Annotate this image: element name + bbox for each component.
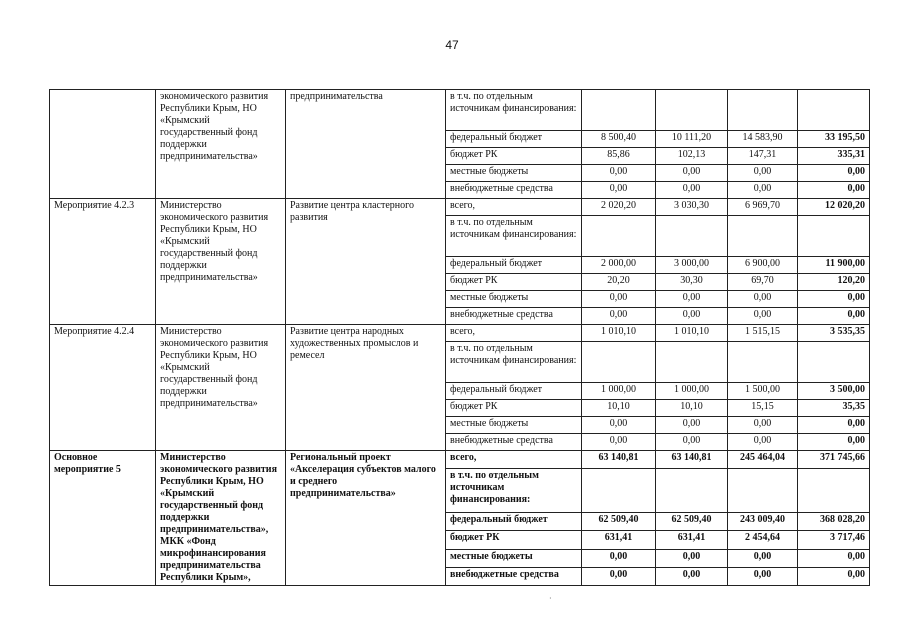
total-value-cell: 35,35 [798,400,870,417]
year1-value-cell: 0,00 [582,417,656,434]
year3-value-cell: 0,00 [728,291,798,308]
table-row [50,451,870,469]
year3-value-cell: 0,00 [728,434,798,451]
year3-value-cell: 15,15 [728,400,798,417]
funding-source-cell: федеральный бюджет [446,131,582,148]
year1-value-cell: 2 020,20 [582,199,656,216]
year3-value-cell [728,216,798,257]
year3-value-cell: 2 454,64 [728,531,798,549]
year2-value-cell: 0,00 [656,549,728,567]
total-value-cell [798,469,870,513]
funding-source-cell: всего, [446,199,582,216]
funding-source-cell: местные бюджеты [446,549,582,567]
funding-source-cell: всего, [446,325,582,342]
responsible-cell: экономического развития Республики Крым, НО «Крымский государственный фонд поддержки предпринимательства» [156,90,286,199]
year2-value-cell: 631,41 [656,531,728,549]
activity-name-cell: Мероприятие 4.2.3 [50,199,156,325]
year1-value-cell: 0,00 [582,567,656,585]
activity-name-cell: Мероприятие 4.2.4 [50,325,156,451]
year3-value-cell: 147,31 [728,148,798,165]
year1-value-cell: 0,00 [582,434,656,451]
year3-value-cell: 14 583,90 [728,131,798,148]
funding-source-cell: внебюджетные средства [446,434,582,451]
total-value-cell: 0,00 [798,434,870,451]
total-value-cell [798,216,870,257]
year2-value-cell: 102,13 [656,148,728,165]
total-value-cell: 3 717,46 [798,531,870,549]
year3-value-cell: 0,00 [728,567,798,585]
year1-value-cell: 0,00 [582,549,656,567]
project-cell: Развитие центра народных художественных промыслов и ремесел [286,325,446,451]
table-row [50,90,870,131]
budget-table [49,89,870,586]
responsible-cell: Министерство экономического развития Республики Крым, НО «Крымский государственный фонд поддержки предпринимательства», МКК «Фонд микрофинансирования предпринимательства Республики Крым», [156,451,286,586]
funding-source-cell: в т.ч. по отдельным источникам финансирования: [446,342,582,383]
funding-source-cell: всего, [446,451,582,469]
year2-value-cell: 0,00 [656,182,728,199]
total-value-cell: 0,00 [798,182,870,199]
table-row [50,325,870,342]
year3-value-cell: 0,00 [728,308,798,325]
year1-value-cell: 85,86 [582,148,656,165]
year2-value-cell [656,216,728,257]
year3-value-cell: 0,00 [728,165,798,182]
footer-mark: · [549,594,552,603]
responsible-cell: Министерство экономического развития Республики Крым, НО «Крымский государственный фонд поддержки предпринимательства» [156,325,286,451]
total-value-cell: 0,00 [798,165,870,182]
year2-value-cell: 62 509,40 [656,513,728,531]
year2-value-cell: 1 010,10 [656,325,728,342]
year1-value-cell: 0,00 [582,308,656,325]
funding-source-cell: внебюджетные средства [446,182,582,199]
year2-value-cell: 3 000,00 [656,257,728,274]
year1-value-cell: 62 509,40 [582,513,656,531]
year3-value-cell: 69,70 [728,274,798,291]
year2-value-cell: 3 030,30 [656,199,728,216]
activity-name-cell: Основное мероприятие 5 [50,451,156,586]
funding-source-cell: внебюджетные средства [446,567,582,585]
year1-value-cell: 1 000,00 [582,383,656,400]
total-value-cell [798,342,870,383]
funding-source-cell: в т.ч. по отдельным источникам финансирования: [446,216,582,257]
year3-value-cell: 1 515,15 [728,325,798,342]
funding-source-cell: в т.ч. по отдельным источникам финансирования: [446,90,582,131]
year2-value-cell [656,469,728,513]
funding-source-cell: федеральный бюджет [446,383,582,400]
page-number: 47 [445,38,459,52]
funding-source-cell: в т.ч. по отдельным источникам финансирования: [446,469,582,513]
project-cell: Развитие центра кластерного развития [286,199,446,325]
year1-value-cell: 631,41 [582,531,656,549]
funding-source-cell: федеральный бюджет [446,513,582,531]
year3-value-cell: 243 009,40 [728,513,798,531]
year3-value-cell [728,469,798,513]
total-value-cell: 33 195,50 [798,131,870,148]
funding-source-cell: местные бюджеты [446,165,582,182]
year2-value-cell: 63 140,81 [656,451,728,469]
total-value-cell: 3 535,35 [798,325,870,342]
year3-value-cell: 0,00 [728,549,798,567]
activity-name-cell [50,90,156,199]
year3-value-cell: 0,00 [728,182,798,199]
funding-source-cell: местные бюджеты [446,291,582,308]
year3-value-cell: 245 464,04 [728,451,798,469]
total-value-cell: 3 500,00 [798,383,870,400]
year3-value-cell: 6 900,00 [728,257,798,274]
project-cell: Региональный проект «Акселерация субъектов малого и среднего предпринимательства» [286,451,446,586]
year1-value-cell: 20,20 [582,274,656,291]
year1-value-cell: 0,00 [582,182,656,199]
year1-value-cell [582,342,656,383]
total-value-cell: 12 020,20 [798,199,870,216]
year2-value-cell [656,342,728,383]
year3-value-cell [728,90,798,131]
year1-value-cell: 2 000,00 [582,257,656,274]
total-value-cell: 120,20 [798,274,870,291]
year2-value-cell: 1 000,00 [656,383,728,400]
year3-value-cell [728,342,798,383]
year1-value-cell [582,90,656,131]
year1-value-cell: 1 010,10 [582,325,656,342]
funding-source-cell: бюджет РК [446,274,582,291]
funding-source-cell: федеральный бюджет [446,257,582,274]
year2-value-cell [656,90,728,131]
total-value-cell: 368 028,20 [798,513,870,531]
project-cell: предпринимательства [286,90,446,199]
funding-source-cell: внебюджетные средства [446,308,582,325]
table-row [50,199,870,216]
total-value-cell: 0,00 [798,549,870,567]
year2-value-cell: 0,00 [656,417,728,434]
funding-source-cell: местные бюджеты [446,417,582,434]
year2-value-cell: 0,00 [656,567,728,585]
year2-value-cell: 0,00 [656,291,728,308]
total-value-cell: 335,31 [798,148,870,165]
year2-value-cell: 0,00 [656,308,728,325]
year2-value-cell: 10,10 [656,400,728,417]
total-value-cell: 0,00 [798,417,870,434]
funding-source-cell: бюджет РК [446,531,582,549]
total-value-cell: 0,00 [798,308,870,325]
total-value-cell: 371 745,66 [798,451,870,469]
year1-value-cell: 10,10 [582,400,656,417]
funding-source-cell: бюджет РК [446,148,582,165]
funding-source-cell: бюджет РК [446,400,582,417]
total-value-cell: 0,00 [798,291,870,308]
year1-value-cell [582,469,656,513]
year2-value-cell: 0,00 [656,434,728,451]
year1-value-cell: 0,00 [582,291,656,308]
total-value-cell [798,90,870,131]
year1-value-cell: 63 140,81 [582,451,656,469]
year3-value-cell: 1 500,00 [728,383,798,400]
year3-value-cell: 0,00 [728,417,798,434]
total-value-cell: 11 900,00 [798,257,870,274]
year1-value-cell [582,216,656,257]
year1-value-cell: 0,00 [582,165,656,182]
year2-value-cell: 30,30 [656,274,728,291]
total-value-cell: 0,00 [798,567,870,585]
year1-value-cell: 8 500,40 [582,131,656,148]
year2-value-cell: 10 111,20 [656,131,728,148]
responsible-cell: Министерство экономического развития Республики Крым, НО «Крымский государственный фонд поддержки предпринимательства» [156,199,286,325]
year2-value-cell: 0,00 [656,165,728,182]
year3-value-cell: 6 969,70 [728,199,798,216]
